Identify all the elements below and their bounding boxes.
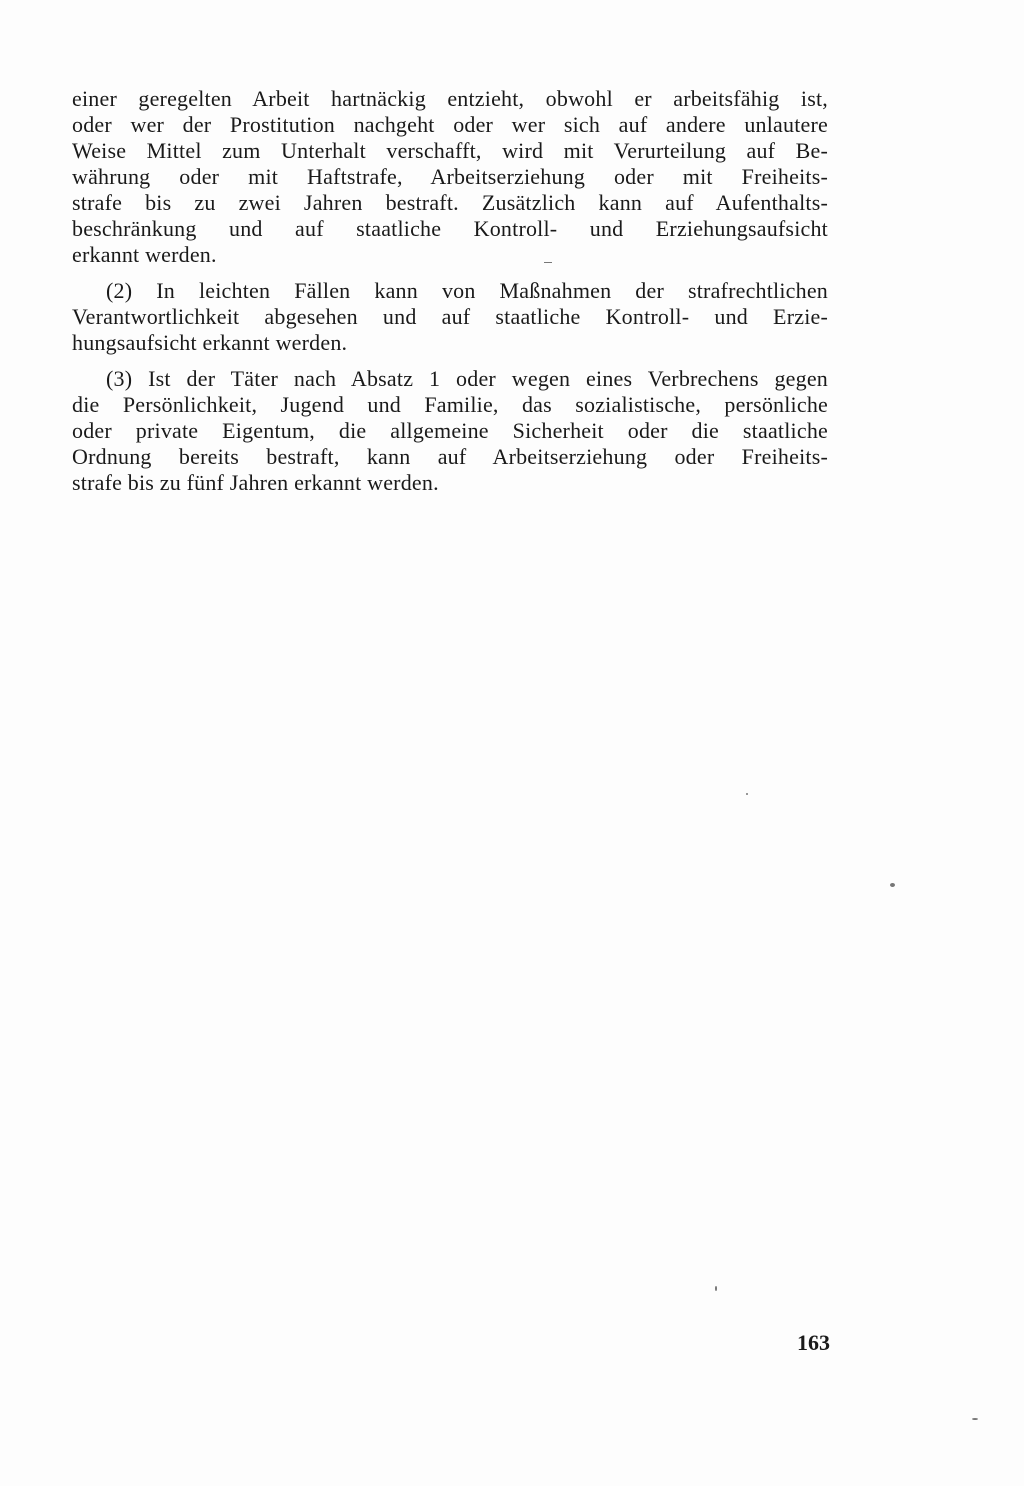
scan-speck [746,793,748,795]
page-number: 163 [797,1330,830,1355]
text-line: einer geregelten Arbeit hartnäckig entzieht, obwohl er arbeitsfähig ist, [72,86,828,111]
scan-speck [544,262,552,263]
text-line: beschränkung und auf staatliche Kontroll- und Erziehungsaufsicht [72,216,828,241]
text-line: (2) In leichten Fällen kann von Maßnahmen der strafrechtlichen [106,278,828,303]
text-line: (3) Ist der Täter nach Absatz 1 oder wegen eines Verbrechens gegen [106,366,828,391]
body-text [72,86,828,496]
paragraph-3 [72,366,828,496]
text-line: strafe bis zu zwei Jahren bestraft. Zusätzlich kann auf Aufenthalts- [72,190,828,215]
scan-speck [972,1418,978,1420]
text-line: hungsaufsicht erkannt werden. [72,330,348,355]
scan-speck [715,1286,717,1291]
paragraph-2 [72,278,828,356]
text-line: strafe bis zu fünf Jahren erkannt werden. [72,470,439,495]
text-line: Weise Mittel zum Unterhalt verschafft, wird mit Verurteilung auf Be- [72,138,828,163]
paragraph-1-continuation [72,86,828,268]
text-line: währung oder mit Haftstrafe, Arbeitserziehung oder mit Freiheits- [72,164,828,189]
text-line: Verantwortlichkeit abgesehen und auf staatliche Kontroll- und Erzie- [72,304,828,329]
text-line: Ordnung bereits bestraft, kann auf Arbeitserziehung oder Freiheits- [72,444,828,469]
scan-speck [890,883,895,887]
text-line: oder private Eigentum, die allgemeine Sicherheit oder die staatliche [72,418,828,443]
text-line: erkannt werden. [72,242,217,267]
text-line: oder wer der Prostitution nachgeht oder wer sich auf andere unlautere [72,112,828,137]
text-line: die Persönlichkeit, Jugend und Familie, das sozialistische, persönliche [72,392,828,417]
